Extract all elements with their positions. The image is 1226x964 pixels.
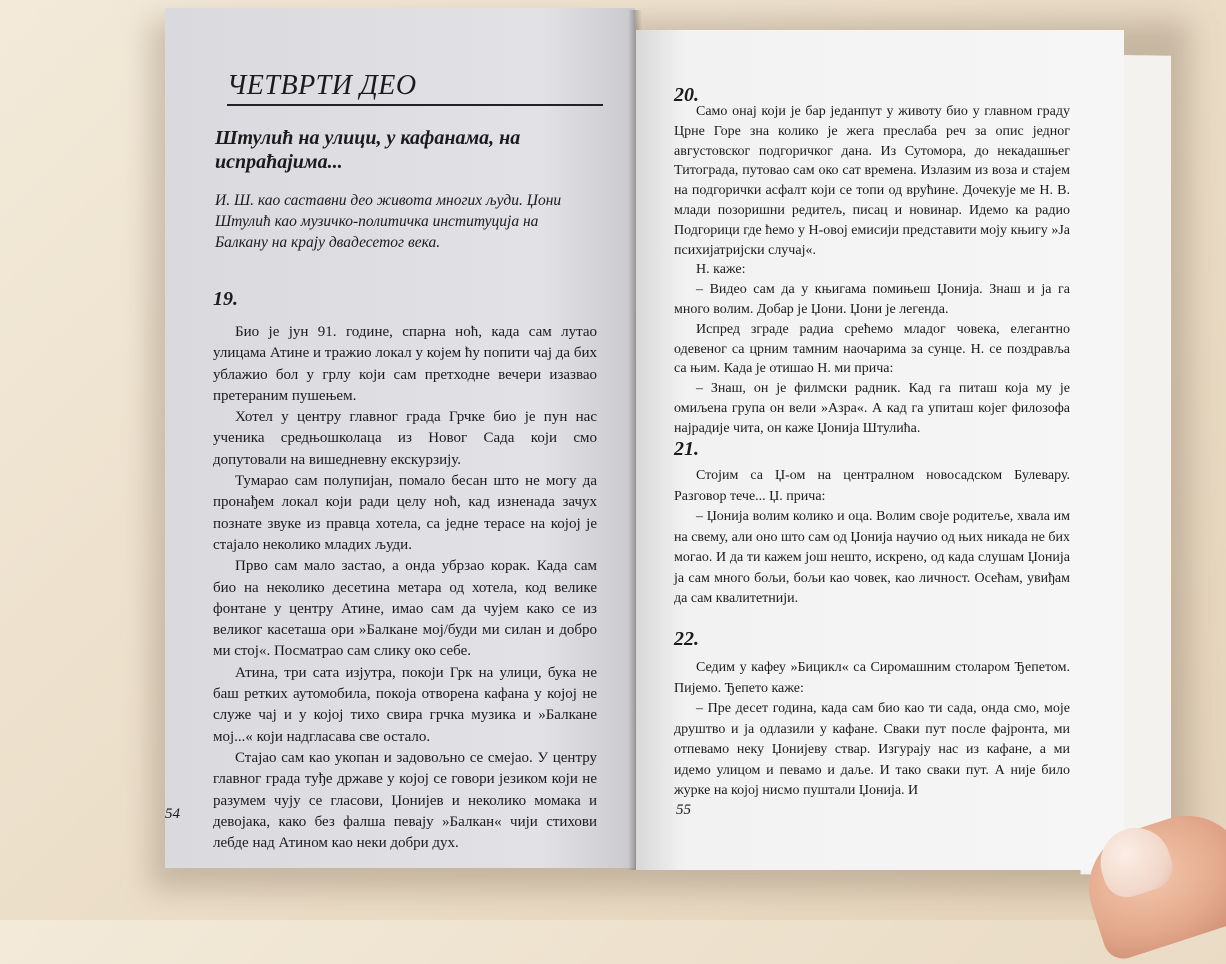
paragraph: Седим у кафеу »Бицикл« са Сиромашним столаром Ђепетом. Пијемо. Ђепето каже: — [674, 660, 1070, 696]
section-number-21: 21. — [674, 438, 699, 460]
paragraph: – Џонија волим колико и оца. Волим своје родитеље, хвала им на свему, али оно што сам од Џонија научио од њих никада не бих могао. И да ти кажем још нешто, искрено, од када слушам Џонија ја сам много бољи, бољи као човек, као личност. Осећам, увиђам да сам квалитетнији. — [674, 509, 1070, 606]
section-21-text — [674, 466, 1070, 610]
paragraph: Био је јун 91. године, спарна ноћ, када сам лутао улицама Атине и тражио локал у којем ћу попити чај да бих ублажио бол у грлу који сам претходне вечери изазвао претераним пушењем. — [213, 324, 597, 404]
paragraph: Атина, три сата изјутра, покоји Грк на улици, бука не баш ретких аутомобила, покоја отворена кафана у којој не служе чај и у којој тихо свира грчка музика и »Балкане мој...« који надгласава све остало. — [213, 664, 597, 745]
section-number-22: 22. — [674, 628, 699, 650]
right-page — [636, 30, 1124, 870]
chapter-subtitle: И. Ш. као саставни део живота многих људи. Џони Штулић као музичко-политичка институција на Балкану на крају двадесетог века. — [215, 192, 562, 251]
part-title: ЧЕТВРТИ ДЕО — [227, 70, 603, 106]
paragraph: Испред зграде радиа срећемо младог човека, елегантно одевеног са црним тамним наочарима за сунце. Н. се поздравља са њим. Када је отишао Н. ми прича: — [674, 321, 1070, 377]
paragraph: – Пре десет година, када сам био као ти сада, онда смо, моје друштво и ја одлазили у кафане. Сваки пут после фајронта, ми отпевамо неку Џонијеву ствар. Изгурају нас из кафане, а ми идемо улицом и певамо и даље. И тако сваки пут. А није било журке на којој нисмо пуштали Џонија. И — [674, 701, 1070, 798]
paragraph: – Знаш, он је филмски радник. Кад га питаш која му је омиљена група он вели »Азра«. А кад га упиташ којег филозофа најрадије чита, он каже Џонија Штулића. — [674, 381, 1070, 436]
left-page — [165, 8, 635, 868]
paragraph: Тумарао сам полупијан, помало бесан што не могу да пронађем локал који ради целу ноћ, кад изненада зачух познате звуке из правца хотела, са једне терасе на којој је стајало неколико младих људи. — [213, 473, 597, 553]
paragraph: Стајао сам као укопан и задовољно се смејао. У центру главног града туђе државе у којој се говори језиком који не разумем чују се гласови, Џонијев и неколико момака и девојака, како без фалша певају »Балкан« чији стихови лебде над Атином као неки добри дух. — [213, 749, 597, 852]
page-number-right: 55 — [676, 802, 691, 818]
paragraph: Н. каже: — [696, 262, 746, 278]
paragraph: Само онај који је бар једанпут у животу био у главном граду Црне Горе зна колико је жега преслаба реч за опис једног августовског подгоричког дана. Из Сутомора, до некадашњег Титограда, путовао сам око сат времена. Излазим из воза и стајем на подгорички асфалт који се топи од врућине. Дочекује ме Н. В. млади позоришни редитељ, писац и новинар. Идемо ка радио Подгорици где ћемо у Н-овој емисији представити моју књигу »Ја психијатријски случај«. — [674, 104, 1070, 258]
page-number-left: 54 — [165, 806, 180, 822]
chapter-heading: Штулић на улици, у кафанама, на испраћајима... — [215, 127, 521, 173]
section-20-text — [674, 102, 1070, 439]
section-number-19: 19. — [213, 288, 238, 310]
paragraph: Хотел у центру главног града Грчке био је пун нас ученика средњошколаца из Новог Сада који смо допутовали на вишедневну екскурзију. — [213, 409, 597, 468]
paragraph: – Видео сам да у књигама помињеш Џонија. Знаш и ја га много волим. Добар је Џони. Џони је легенда. — [674, 282, 1070, 317]
section-19-text — [213, 322, 597, 854]
section-22-text — [674, 658, 1070, 802]
section-number-20: 20. — [674, 84, 699, 106]
paragraph: Стојим са Џ-ом на централном новосадском Булевару. Разговор тече... Џ. прича: — [674, 468, 1070, 504]
paragraph: Прво сам мало застао, а онда убрзао корак. Када сам био на неколико десетина метара од хотела, код велике фонтане у центру Атине, имао сам да чујем како се из великог касеташа ори »Балкане мој/буди ми силан и добро ми стој«. Посматрао сам слику око себе. — [213, 558, 597, 660]
